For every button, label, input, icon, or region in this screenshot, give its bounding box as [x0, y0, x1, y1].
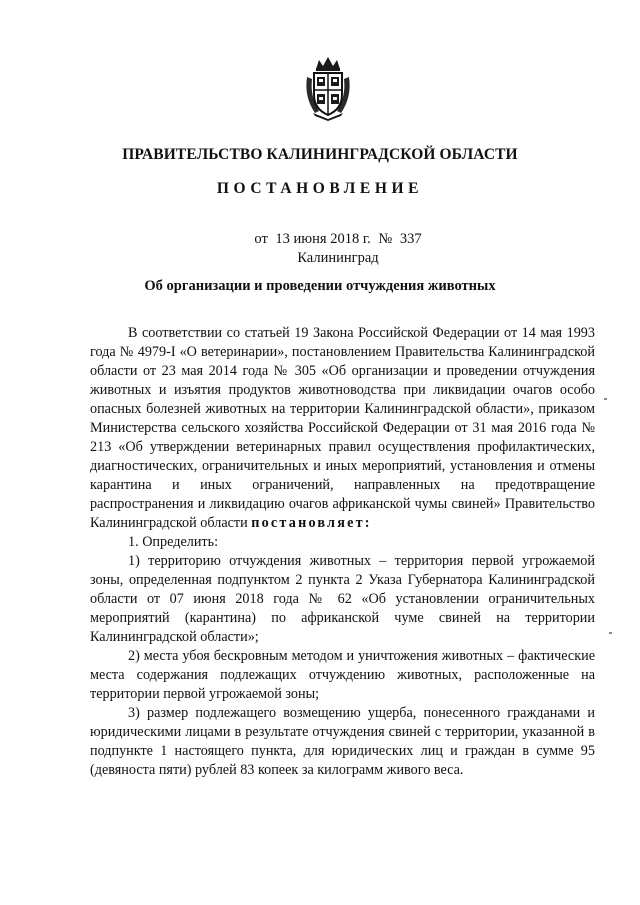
decree-title: ПОСТАНОВЛЕНИЕ: [216, 180, 424, 197]
scan-speck: [609, 632, 612, 634]
government-title: ПРАВИТЕЛЬСТВО КАЛИНИНГРАДСКОЙ ОБЛАСТИ: [122, 146, 518, 163]
item-1-2-paragraph: 2) места убоя бескровным методом и уничтожения животных – фактические места содержания подлежащих отчуждению животных, расположенные на территории первой угрожаемой зоны;: [90, 648, 595, 702]
number-label: №: [378, 231, 393, 247]
date-number-line: [0, 231, 640, 248]
resolves-word: постановляет:: [251, 515, 372, 531]
decree-date: 13 июня 2018 г.: [275, 231, 371, 247]
date-prefix: от: [254, 231, 268, 247]
city: Калининград: [297, 250, 379, 266]
coat-of-arms-icon: [303, 55, 353, 121]
preamble-paragraph: [90, 324, 595, 533]
item-1-heading: 1. Определить:: [128, 534, 219, 550]
preamble-text: В соответствии со статьей 19 Закона Российской Федерации от 14 мая 1993 года № 4979-I «О ветеринарии», постановлением Правительства Калининградской области от 23 мая 2014 года № 305 «Об организации и проведении отчуждения животных и изъятия продуктов животноводства при ликвидации очагов особо опасных болезней животных на территории Калининградской области», приказом Министерства сельского хозяйства Российской Федерации от 31 мая 2016 года № 213 «Об утверждении ветеринарных правил осуществления профилактических, диагностических, ограничительных и иных мероприятий, установления и отмены карантина и иных ограничений, направленных на предотвращение распространения и ликвидацию очагов африканской чумы свиней» Правительство Калининградской области: [90, 325, 595, 531]
scan-speck: [604, 398, 607, 400]
item-1-3-paragraph: 3) размер подлежащего возмещению ущерба, понесенного гражданами и юридическими лицами в результате отчуждения свиней с территории, указанной в подпункте 1 настоящего пункта, для юридических лиц и граждан в сумме 95 (девяноста пяти) рублей 83 копеек за килограмм живого веса.: [90, 705, 595, 778]
item-1-1-paragraph: 1) территорию отчуждения животных – территория первой угрожаемой зоны, определенная подпунктом 2 пункта 2 Указа Губернатора Калининградской области от 07 июня 2018 года № 62 «Об установлении ограничительных мероприятий (карантина) по африканской чуме свиней на территории Калининградской области»;: [90, 553, 595, 645]
document-body: [90, 324, 595, 780]
decree-number: 337: [399, 231, 422, 247]
decree-subject: Об организации и проведении отчуждения животных: [144, 278, 496, 294]
